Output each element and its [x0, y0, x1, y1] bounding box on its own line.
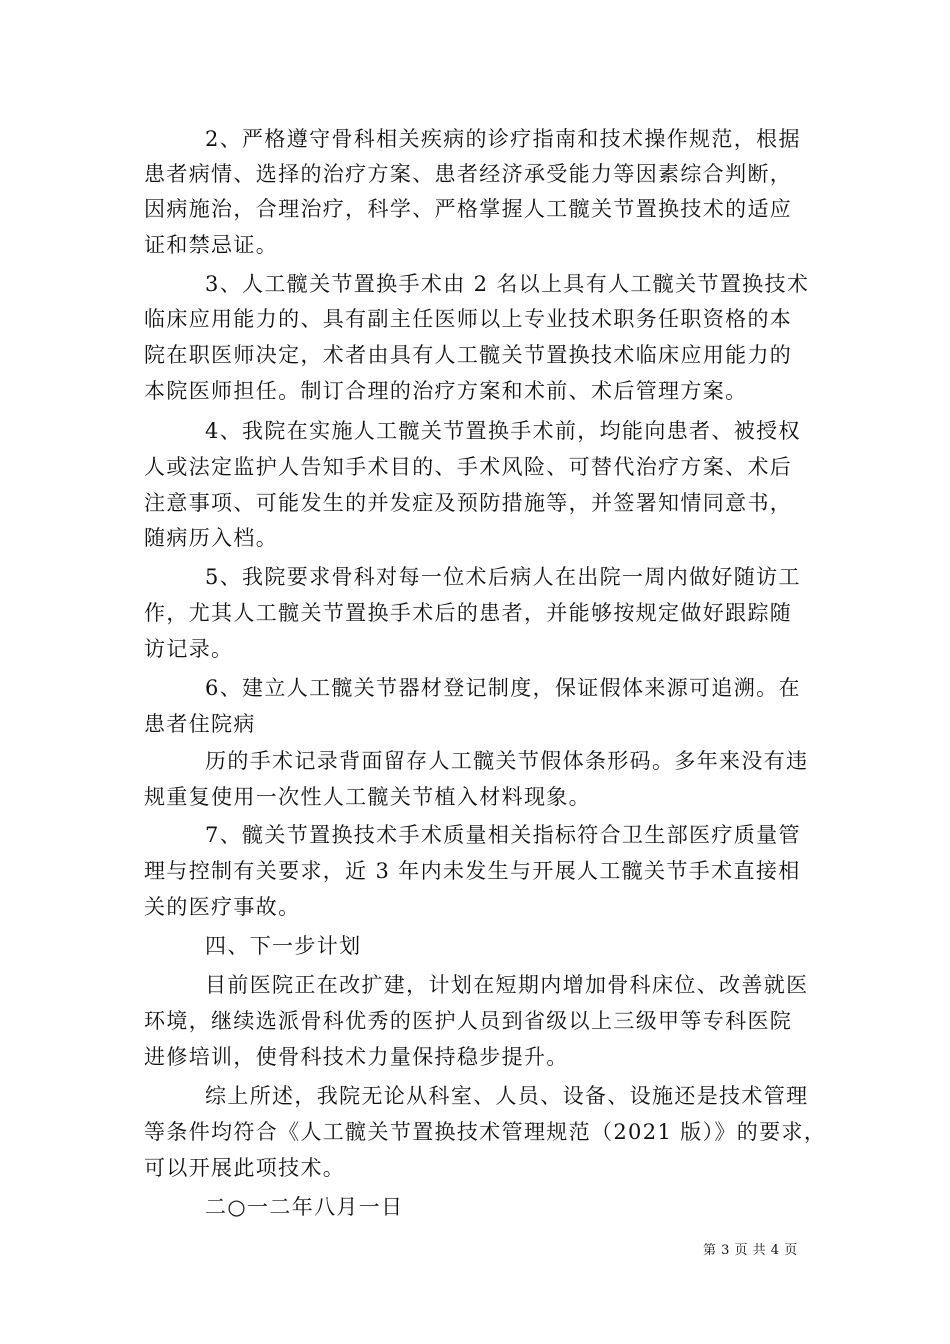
text-line: 等条件均符合《人工髋关节置换技术管理规范（2021 版）》的要求， [144, 1120, 827, 1144]
text-line: 进修培训，使骨科技术力量保持稳步提升。 [144, 1045, 569, 1069]
text-line: 7、髋关节置换技术手术质量相关指标符合卫生部医疗质量管 [205, 823, 801, 847]
text-line: 综上所述，我院无论从科室、人员、设备、设施还是技术管理 [205, 1084, 809, 1108]
text-line: 随病历入档。 [144, 526, 279, 550]
text-line: 证和禁忌证。 [144, 233, 279, 257]
text-line: 患者住院病 [144, 712, 256, 736]
text-line: 院在职医师决定，术者由具有人工髋关节置换技术临床应用能力的 [144, 343, 793, 367]
page-number-footer: 第 3 页 共 4 页 [703, 1243, 798, 1258]
text-line: 2、严格遵守骨科相关疾病的诊疗指南和技术操作规范，根据 [205, 127, 801, 151]
document-date: 二○一二年八月一日 [205, 1195, 404, 1219]
text-line: 人或法定监护人告知手术目的、手术风险、可替代治疗方案、术后 [144, 455, 793, 479]
text-line: 作，尤其人工髋关节置换手术后的患者，并能够按规定做好跟踪随 [144, 601, 793, 625]
text-line: 5、我院要求骨科对每一位术后病人在出院一周内做好随访工 [205, 565, 801, 589]
text-line: 本院医师担任。制订合理的治疗方案和术前、术后管理方案。 [144, 379, 748, 403]
text-line: 关的医疗事故。 [144, 895, 301, 919]
text-line: 3、人工髋关节置换手术由 2 名以上具有人工髋关节置换技术 [205, 272, 810, 296]
text-line: 理与控制有关要求，近 3 年内未发生与开展人工髋关节手术直接相 [144, 859, 801, 883]
text-line: 4、我院在实施人工髋关节置换手术前，均能向患者、被授权 [205, 419, 801, 443]
text-line: 患者病情、选择的治疗方案、患者经济承受能力等因素综合判断， [144, 162, 793, 186]
text-line: 因病施治，合理治疗，科学、严格掌握人工髋关节置换技术的适应 [144, 197, 793, 221]
text-line: 注意事项、可能发生的并发症及预防措施等，并签署知情同意书， [144, 491, 793, 515]
text-line: 目前医院正在改扩建，计划在短期内增加骨科床位、改善就医 [205, 973, 809, 997]
text-line: 历的手术记录背面留存人工髋关节假体条形码。多年来没有违 [205, 749, 809, 773]
section-heading: 四、下一步计划 [205, 934, 362, 958]
text-line: 可以开展此项技术。 [144, 1156, 346, 1180]
text-line: 6、建立人工髋关节器材登记制度，保证假体来源可追溯。在 [205, 676, 801, 700]
text-line: 访记录。 [144, 637, 234, 661]
text-line: 环境，继续选派骨科优秀的医护人员到省级以上三级甲等专科医院 [144, 1009, 793, 1033]
text-line: 临床应用能力的、具有副主任医师以上专业技术职务任职资格的本 [144, 307, 793, 331]
text-line: 规重复使用一次性人工髋关节植入材料现象。 [144, 785, 591, 809]
